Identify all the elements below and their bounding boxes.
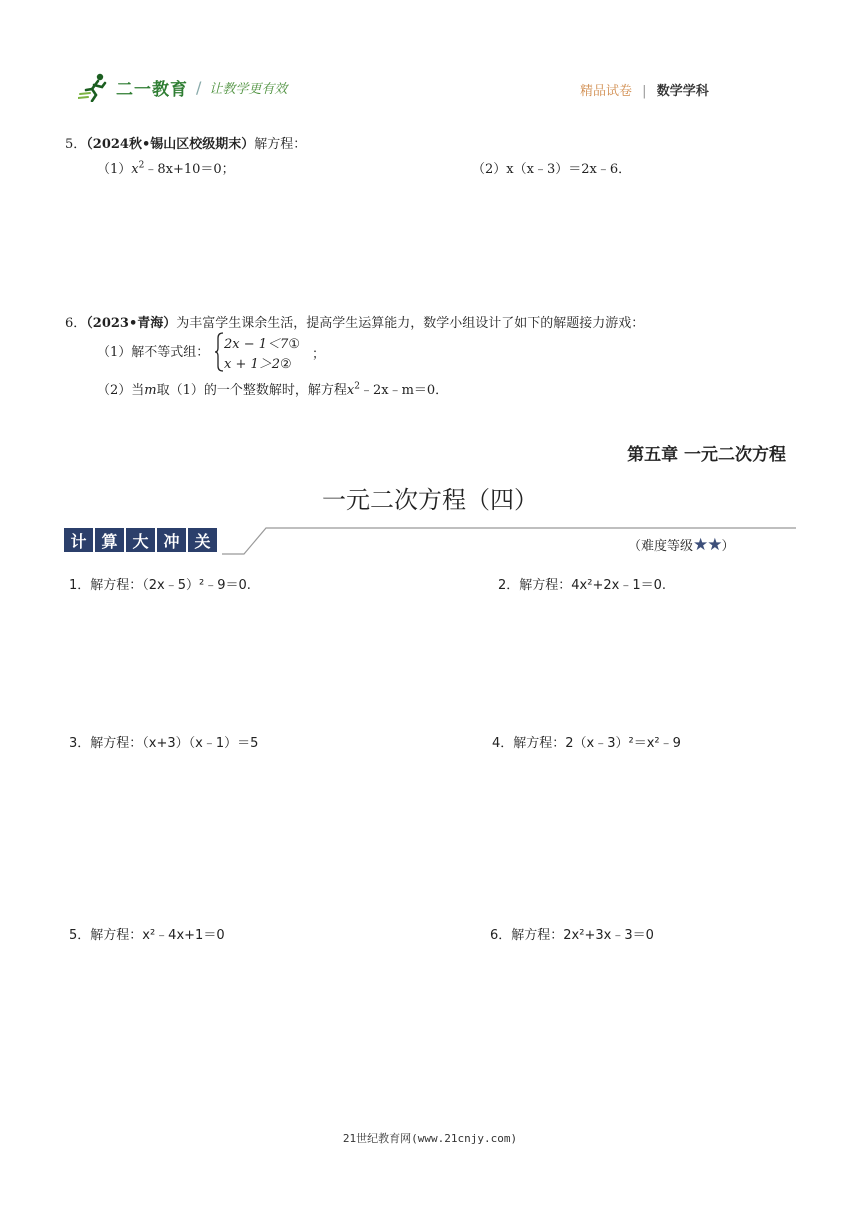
part-label: （1） bbox=[97, 162, 132, 177]
difficulty-label: （难度等级 bbox=[628, 539, 694, 554]
problem-text: 解方程：（x+3）（x﹣1）＝5 bbox=[90, 736, 259, 751]
banner-char: 算 bbox=[95, 528, 124, 552]
header-brand bbox=[78, 70, 287, 104]
star-icon: ★★ bbox=[693, 535, 722, 555]
problem-number: 2． bbox=[498, 578, 520, 593]
paper-label: 精品试卷 bbox=[580, 84, 633, 99]
question-stem: 为丰富学生课余生活，提高学生运算能力，数学小组设计了如下的解题接力游戏： bbox=[176, 316, 645, 331]
prev-q5-part1: $(1)x^2﹣8x+10=0$； bbox=[97, 160, 235, 177]
problem-5 bbox=[69, 924, 225, 943]
problem-number: 6． bbox=[490, 928, 512, 943]
problem-3 bbox=[69, 732, 258, 751]
problem-text: 解方程：2（x﹣3）²＝x²﹣9 bbox=[513, 736, 681, 751]
problem-text: 解方程：2x²+3x﹣3＝0 bbox=[511, 928, 654, 943]
question-source: （2023•青海） bbox=[86, 316, 177, 331]
question-stem: 解方程： bbox=[254, 137, 307, 152]
problem-6 bbox=[490, 924, 654, 943]
banner-char: 关 bbox=[188, 528, 217, 552]
question-number: 5． bbox=[65, 137, 87, 152]
difficulty-close: ） bbox=[721, 539, 735, 554]
inequality-tail: ； bbox=[312, 347, 326, 362]
subject-label: 数学学科 bbox=[656, 84, 709, 99]
inequality-brace bbox=[214, 332, 224, 376]
problem-1 bbox=[69, 574, 251, 593]
inequality-1: 2x − 1＜7① bbox=[224, 337, 300, 352]
question-number: 6． bbox=[65, 316, 87, 331]
brand-name: 二一教育 bbox=[116, 79, 188, 100]
problem-text: 解方程：（2x﹣5）²﹣9＝0. bbox=[90, 578, 251, 593]
brand-slash: / bbox=[196, 77, 202, 97]
prev-q5-part2 bbox=[472, 158, 631, 177]
banner-char: 计 bbox=[64, 528, 93, 552]
footer: 21世纪教育网(www.21cnjy.com) bbox=[342, 1132, 518, 1145]
problem-number: 4． bbox=[492, 736, 514, 751]
problem-number: 1． bbox=[69, 578, 91, 593]
banner-char: 大 bbox=[126, 528, 155, 552]
part-equation: ﹣8x+10＝0； bbox=[144, 162, 235, 177]
problem-text: 解方程：x²﹣4x+1＝0 bbox=[90, 928, 225, 943]
circled-two: ② bbox=[280, 357, 292, 372]
inequality-2: x + 1＞2② bbox=[224, 357, 292, 372]
runner-logo-icon bbox=[78, 72, 112, 102]
header-separator: | bbox=[642, 84, 647, 99]
difficulty-rating bbox=[628, 535, 735, 555]
question-source: （2024秋•锡山区校级期末） bbox=[86, 137, 255, 152]
part-equation: x（x﹣3）＝2x﹣6． bbox=[506, 162, 632, 177]
prev-question-6 bbox=[65, 312, 644, 331]
problem-text: 解方程：4x²+2x﹣1＝0. bbox=[519, 578, 666, 593]
problem-number: 5． bbox=[69, 928, 91, 943]
header-subject-area bbox=[580, 80, 709, 99]
banner-char: 冲 bbox=[157, 528, 186, 552]
banner bbox=[64, 528, 219, 554]
prev-q6-part1-label: （1）解不等式组： bbox=[97, 345, 210, 360]
circled-one: ① bbox=[288, 337, 300, 352]
brand-slogan: 让教学更有效 bbox=[209, 81, 288, 97]
section-title: 一元二次方程（四） bbox=[322, 486, 538, 514]
problem-number: 3． bbox=[69, 736, 91, 751]
problem-2 bbox=[498, 574, 666, 593]
chapter-title: 第五章 一元二次方程 bbox=[627, 445, 786, 465]
problem-4 bbox=[492, 732, 681, 751]
prev-q6-part2: （2）当m取（1）的一个整数解时，解方程$x^2﹣2x﹣m=0$． bbox=[97, 381, 449, 398]
part-label: （2） bbox=[472, 162, 507, 177]
prev-question-5 bbox=[65, 133, 306, 152]
